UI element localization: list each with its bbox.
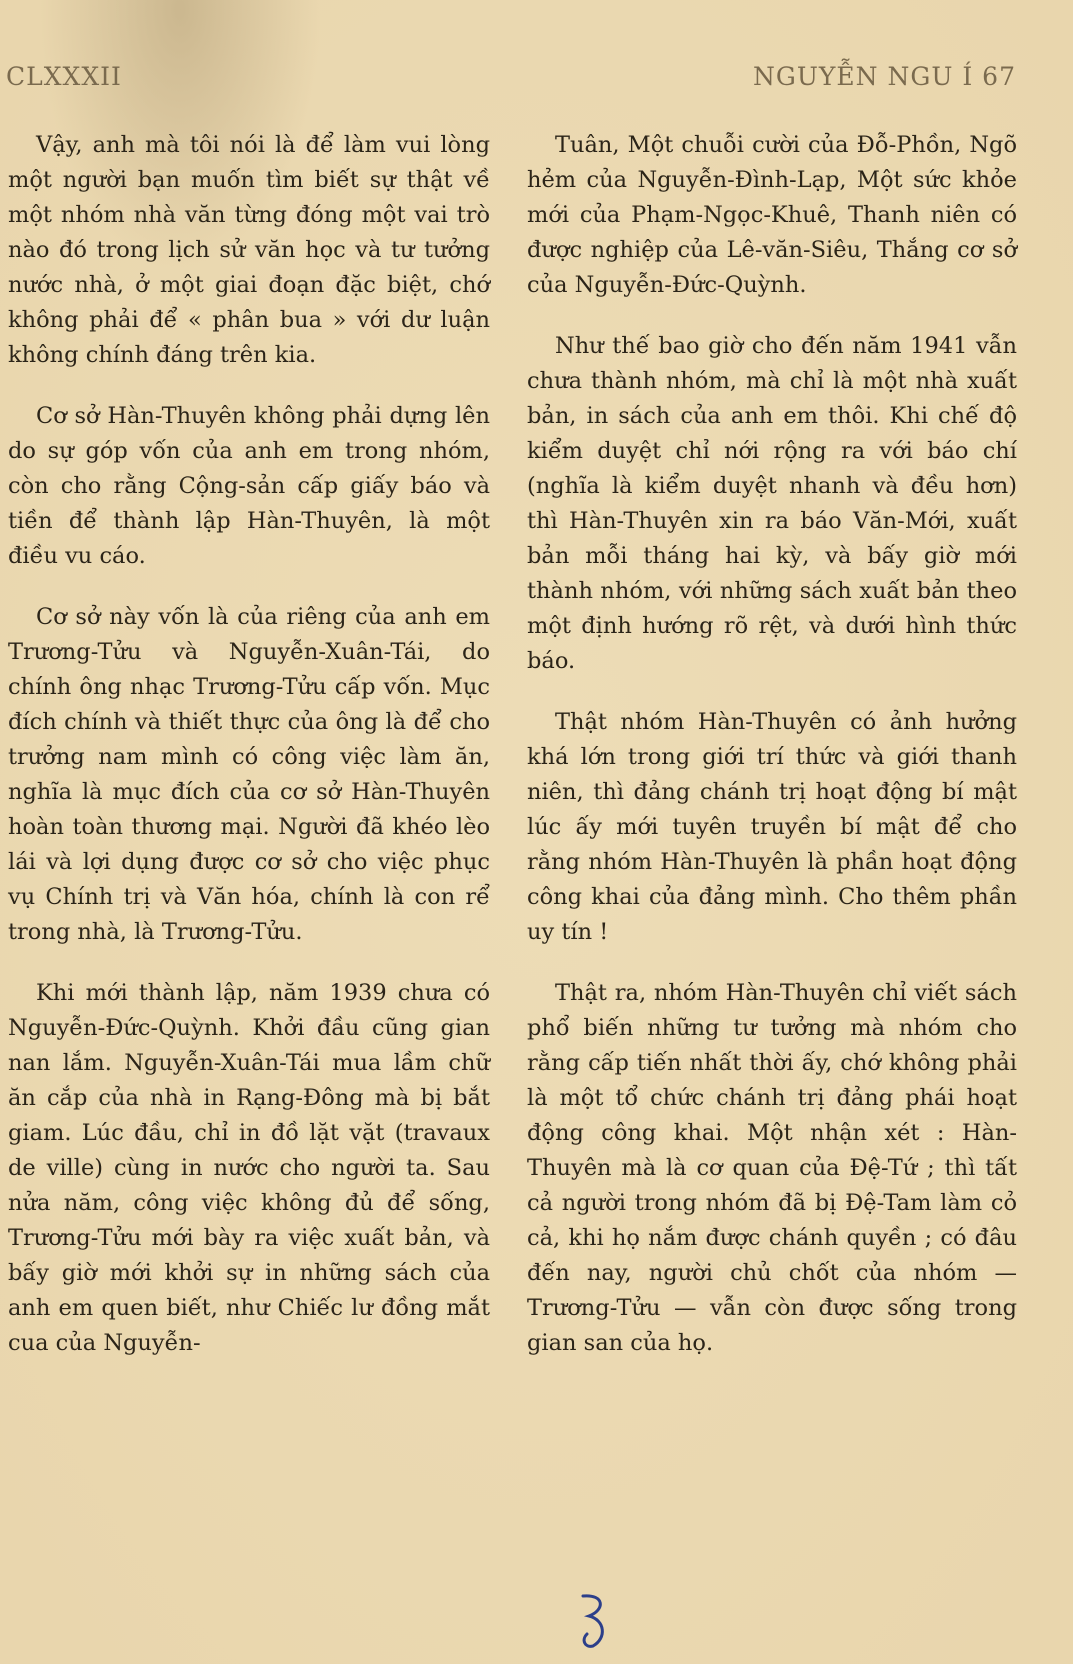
right-text-column <box>527 128 1017 1387</box>
header-left-mark: CLXXXII <box>6 62 122 91</box>
paragraph: Cơ sở Hàn-Thuyên không phải dựng lên do sự góp vốn của anh em trong nhóm, còn cho rằng Cộng-sản cấp giấy báo và tiền để thành lập Hàn-Thuyên, là một điều vu cáo. <box>8 403 490 569</box>
page-header <box>6 62 1016 94</box>
paragraph: Khi mới thành lập, năm 1939 chưa có Nguyễn-Đức-Quỳnh. Khởi đầu cũng gian nan lắm. Nguyễn-Xuân-Tái mua lầm chữ ăn cắp của nhà in Rạng-Đông mà bị bắt giam. Lúc đầu, chỉ in đồ lặt vặt (travaux de ville) cùng in nước cho người ta. Sau nửa năm, công việc không đủ để sống, Trương-Tửu mới bày ra việc xuất bản, và bấy giờ mới khởi sự in những sách của anh em quen biết, như Chiếc lư đồng mắt cua của Nguyễn- <box>8 980 490 1356</box>
paragraph: Thật ra, nhóm Hàn-Thuyên chỉ viết sách phổ biến những tư tưởng mà nhóm cho rằng cấp tiến nhất thời ấy, chớ không phải là một tổ chức chánh trị đảng phái hoạt động công khai. Một nhận xét : Hàn-Thuyên mà là cơ quan của Đệ-Tứ ; thì tất cả người trong nhóm đã bị Đệ-Tam làm cỏ cả, khi họ nắm được chánh quyền ; có đâu đến nay, người chủ chốt của nhóm — Trương-Tửu — vẫn còn được sống trong gian san của họ. <box>527 980 1017 1356</box>
paragraph: Cơ sở này vốn là của riêng của anh em Trương-Tửu và Nguyễn-Xuân-Tái, do chính ông nhạc Trương-Tửu cấp vốn. Mục đích chính và thiết thực của ông là để cho trưởng nam mình có công việc làm ăn, nghĩa là mục đích của cơ sở Hàn-Thuyên hoàn toàn thương mại. Người đã khéo lèo lái và lợi dụng được cơ sở cho việc phục vụ Chính trị và Văn hóa, chính là con rể trong nhà, là Trương-Tửu. <box>8 604 490 945</box>
paragraph: Thật nhóm Hàn-Thuyên có ảnh hưởng khá lớn trong giới trí thức và giới thanh niên, thì đảng chánh trị hoạt động bí mật lúc ấy mới tuyên truyền bí mật để cho rằng nhóm Hàn-Thuyên là phần hoạt động công khai của đảng mình. Cho thêm phần uy tín ! <box>527 709 1017 945</box>
handwritten-mark <box>575 1590 615 1650</box>
paragraph: Tuân, Một chuỗi cười của Đỗ-Phồn, Ngõ hẻm của Nguyễn-Đình-Lạp, Một sức khỏe mới của Phạm-Ngọc-Khuê, Thanh niên có được nghiệp của Lê-văn-Siêu, Thắng cơ sở của Nguyễn-Đức-Quỳnh. <box>527 132 1017 298</box>
paragraph: Như thế bao giờ cho đến năm 1941 vẫn chưa thành nhóm, mà chỉ là một nhà xuất bản, in sách của anh em thôi. Khi chế độ kiểm duyệt chỉ nới rộng ra với báo chí (nghĩa là kiểm duyệt nhanh và đều hơn) thì Hàn-Thuyên xin ra báo Văn-Mới, xuất bản mỗi tháng hai kỳ, và bấy giờ mới thành nhóm, với những sách xuất bản theo một định hướng rõ rệt, và dưới hình thức báo. <box>527 333 1017 674</box>
left-text-column <box>8 128 490 1387</box>
header-right-title: NGUYỄN NGU Í 67 <box>753 62 1016 91</box>
paragraph: Vậy, anh mà tôi nói là để làm vui lòng một người bạn muốn tìm biết sự thật về một nhóm nhà văn từng đóng một vai trò nào đó trong lịch sử văn học và tư tưởng nước nhà, ở một giai đoạn đặc biệt, chớ không phải để « phân bua » với dư luận không chính đáng trên kia. <box>8 132 490 368</box>
